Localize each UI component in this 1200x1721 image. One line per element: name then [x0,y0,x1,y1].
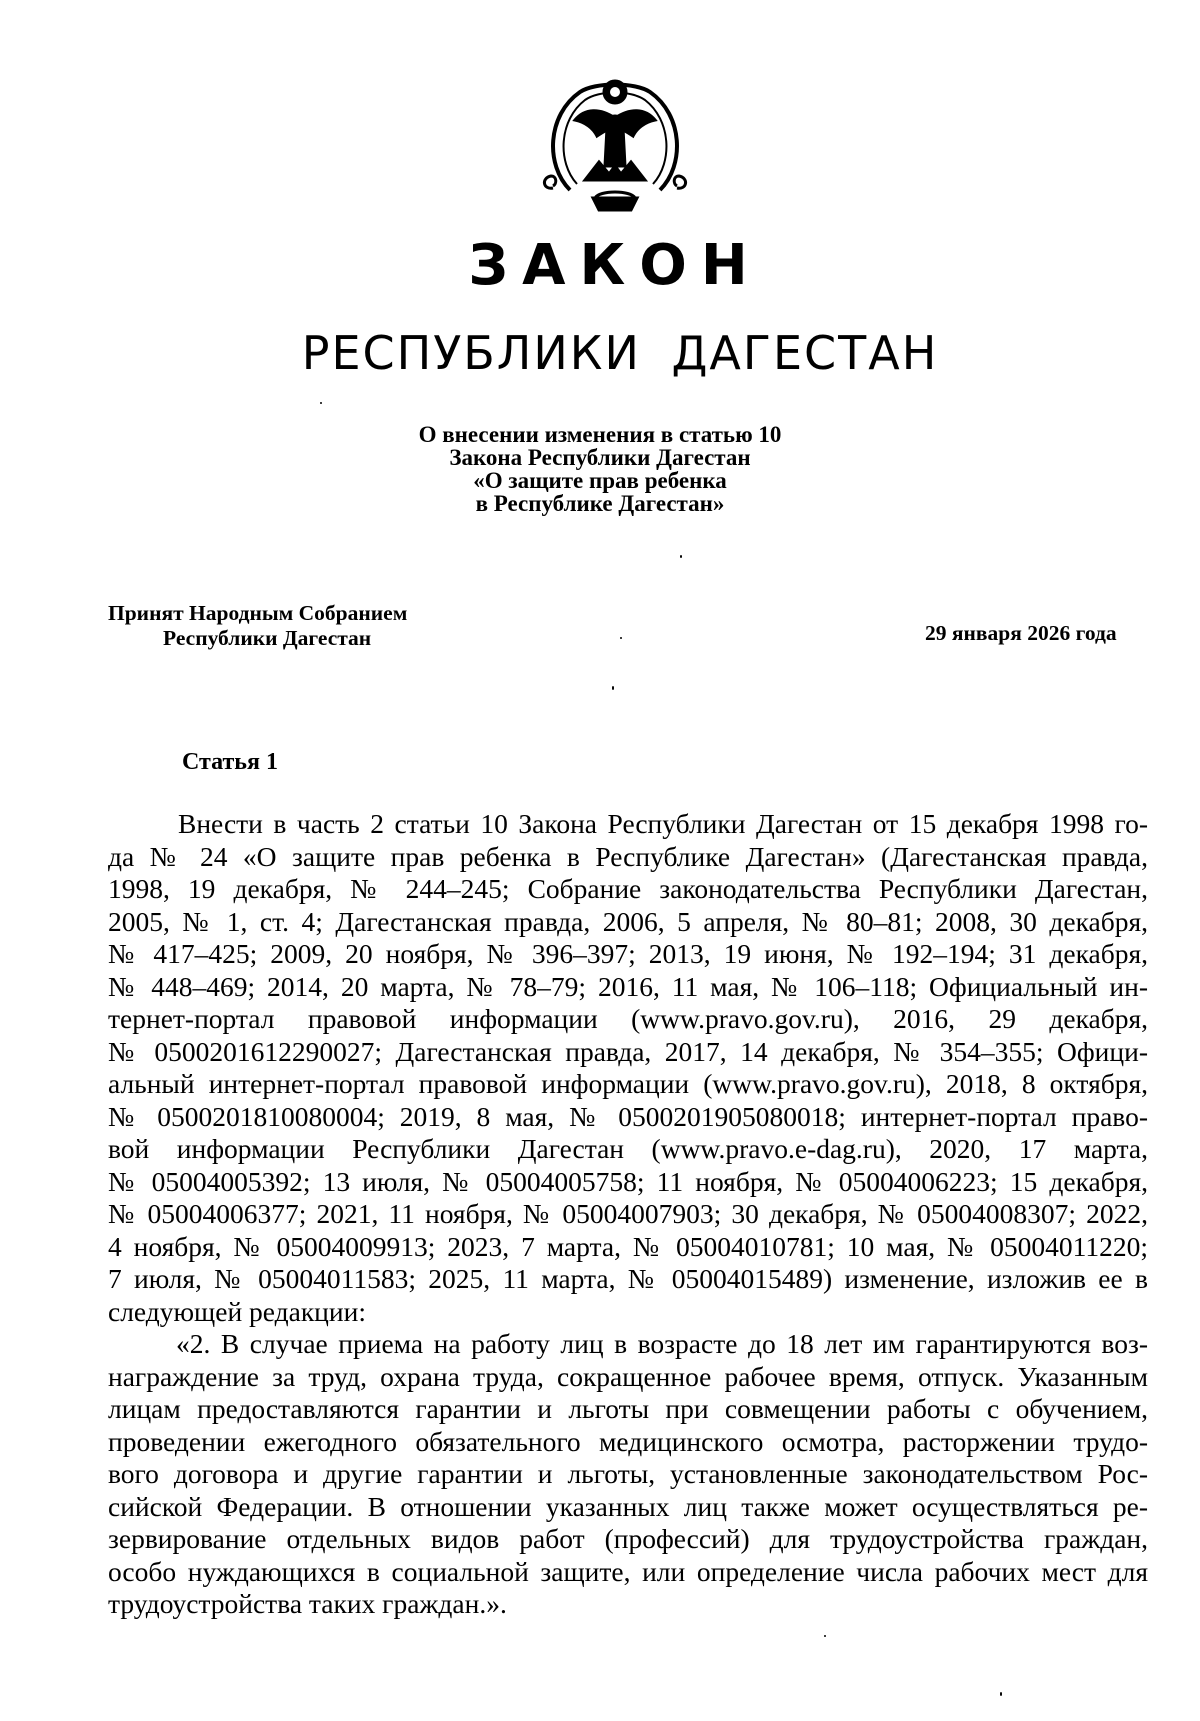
body-line: вой информации Республики Дагестан (www.pravo.e-dag.ru), 2020, 17 марта, [108,1133,1148,1164]
adoption-date: 29 января 2026 года [925,621,1117,645]
republic-title: РЕСПУБЛИКИ ДАГЕСТАН [301,326,939,380]
body-line: зервирование отдельных видов работ (профессий) для трудоустройства граждан, [108,1523,1148,1554]
body-line: альный интернет-портал правовой информации (www.pravo.gov.ru), 2018, 8 октября, [108,1068,1148,1099]
body-line: тернет-портал правовой информации (www.pravo.gov.ru), 2016, 29 декабря, [108,1003,1148,1034]
body-line: Внести в часть 2 статьи 10 Закона Республики Дагестан от 15 декабря 1998 го- [178,808,1148,839]
scan-speck [612,686,614,690]
law-title: ЗАКОН [468,233,762,298]
body-line: лицам предоставляются гарантии и льготы при совмещении работы с обучением, [108,1393,1148,1424]
body-line: 4 ноября, № 05004009913; 2023, 7 марта, № 05004010781; 10 мая, № 05004011220; [108,1230,1148,1262]
scan-speck [320,402,322,404]
body-line: особо нуждающихся в социальной защите, или определение числа рабочих мест для [108,1555,1148,1587]
body-line: да № 24 «О защите прав ребенка в Республике Дагестан» (Дагестанская правда, [108,840,1148,872]
article-body [108,808,1148,1621]
article-heading: Статья 1 [182,749,278,775]
adoption-line: Принят Народным Собранием [108,601,408,625]
subtitle-line: О внесении изменения в статью 10 [418,422,782,447]
body-line: № 0500201612290027; Дагестанская правда, 2017, 14 декабря, № 354–355; Офици- [108,1035,1148,1067]
scan-speck [680,555,682,558]
body-line: 7 июля, № 05004011583; 2025, 11 марта, № 05004015489) изменение, изложив ее в [108,1263,1148,1294]
body-line: следующей редакции: [108,1295,366,1327]
body-line: № 0500201810080004; 2019, 8 мая, № 0500201905080018; интернет-портал право- [108,1100,1148,1132]
subtitle-line: «О защите прав ребенка [473,468,727,493]
body-line: сийской Федерации. В отношении указанных лиц также может осуществляться ре- [108,1490,1148,1522]
scan-speck [620,637,622,639]
body-line: 1998, 19 декабря, № 244–245; Собрание законодательства Республики Дагестан, [108,873,1148,904]
dagestan-coat-of-arms-icon [535,70,695,220]
body-line: № 417–425; 2009, 20 ноября, № 396–397; 2013, 19 июня, № 192–194; 31 декабря, [108,938,1148,969]
adoption-statement [108,601,407,651]
scan-speck [1000,1692,1002,1696]
body-line: № 448–469; 2014, 20 марта, № 78–79; 2016, 11 мая, № 106–118; Официальный ин- [108,970,1148,1002]
scan-speck [824,1635,826,1637]
body-line: № 05004006377; 2021, 11 ноября, № 05004007903; 30 декабря, № 05004008307; 2022, [108,1198,1148,1229]
law-subtitle [300,423,900,515]
adoption-line: Республики Дагестан [163,626,372,650]
body-line: 2005, № 1, ст. 4; Дагестанская правда, 2006, 5 апреля, № 80–81; 2008, 30 декабря, [108,905,1148,937]
body-line: награждение за труд, охрана труда, сокращенное рабочее время, отпуск. Указанным [108,1360,1148,1392]
subtitle-line: в Республике Дагестан» [475,491,725,516]
body-line: трудоустройства таких граждан.». [108,1588,507,1619]
body-line: проведении ежегодного обязательного медицинского осмотра, расторжении трудо- [108,1425,1148,1457]
body-line: вого договора и другие гарантии и льготы, установленные законодательством Рос- [108,1458,1148,1489]
subtitle-line: Закона Республики Дагестан [449,445,751,470]
body-line: «2. В случае приема на работу лиц в возрасте до 18 лет им гарантируются воз- [176,1328,1148,1359]
body-line: № 05004005392; 13 июля, № 05004005758; 11 ноября, № 05004006223; 15 декабря, [108,1165,1148,1197]
